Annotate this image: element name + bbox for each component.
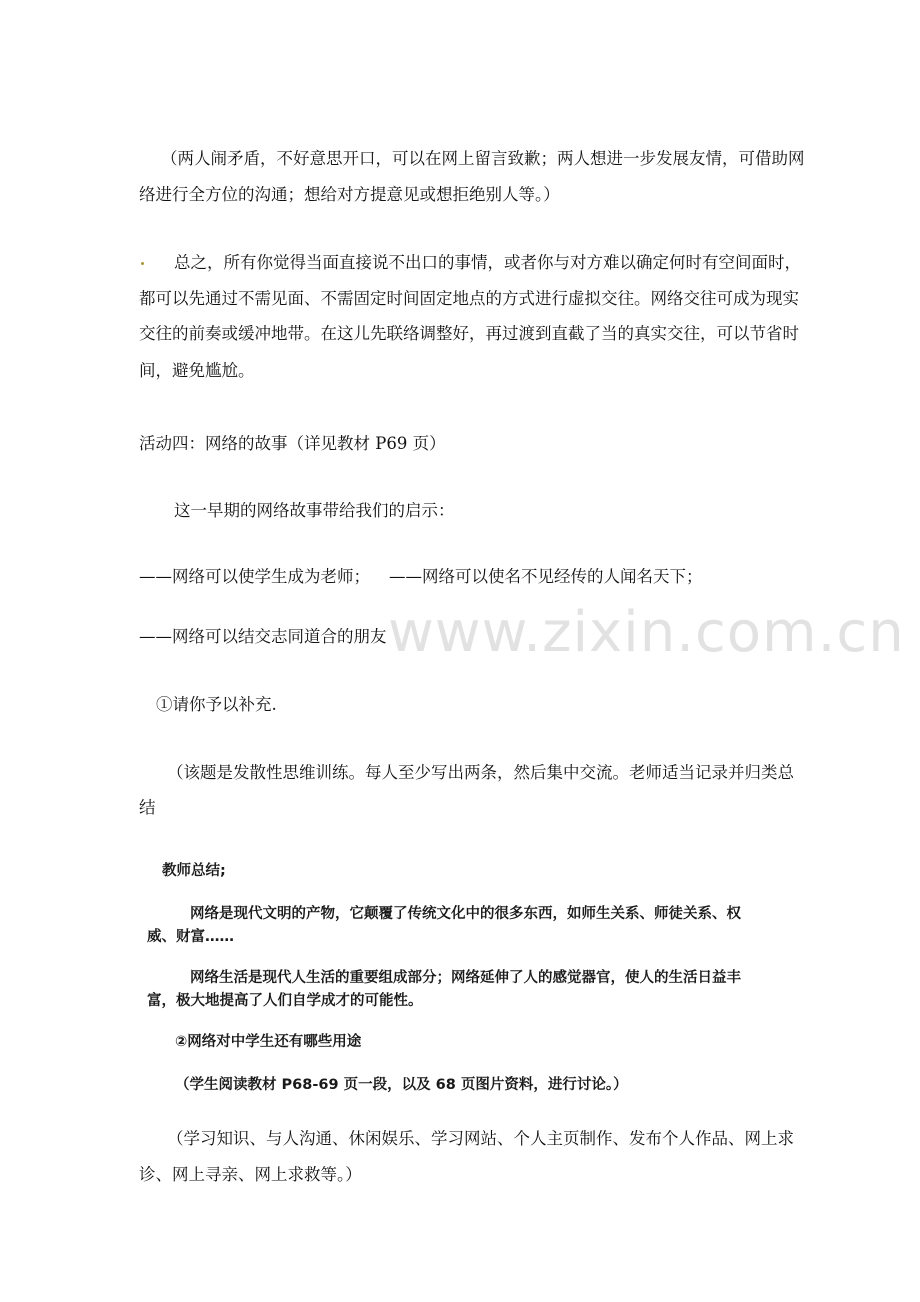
paragraph-2-line-3: 交往的前奏或缓冲地带。在这儿先联络调整好，再过渡到直截了当的真实交往，可以节省时 <box>139 324 799 343</box>
discussion-note-line-1: （该题是发散性思维训练。每人至少写出两条，然后集中交流。老师适当记录并归类总 <box>167 763 794 782</box>
paragraph-1-line-1: （两人闹矛盾，不好意思开口，可以在网上留言致歉；两人想进一步发展友情，可借助网 <box>161 149 805 168</box>
watermark: www.zixin.com.cn <box>388 600 905 665</box>
activity-four-title: 活动四：网络的故事（详见教材 P69 页） <box>139 434 446 453</box>
dash-item-1: ——网络可以使学生成为老师； <box>139 567 370 586</box>
paragraph-2-line-2: 都可以先通过不需见面、不需固定时间固定地点的方式进行虚拟交往。网络交往可成为现实 <box>139 289 799 308</box>
insight-intro: 这一早期的网络故事带给我们的启示： <box>174 501 455 520</box>
teacher-summary-1-line-1: 网络是现代文明的产物，它颠覆了传统文化中的很多东西，如师生关系、师徒关系、权 <box>190 906 741 922</box>
question-1: ①请你予以补充. <box>156 695 277 714</box>
closing-line-1: （学习知识、与人沟通、休闲娱乐、学习网站、个人主页制作、发布个人作品、网上求 <box>167 1129 794 1148</box>
paragraph-1-line-2: 络进行全方位的沟通；想给对方提意见或想拒绝别人等。） <box>139 185 560 204</box>
closing-line-2: 诊、网上寻亲、网上求救等。） <box>139 1165 362 1184</box>
dash-item-2: ——网络可以使名不见经传的人闻名天下； <box>389 567 703 586</box>
teacher-summary-2-line-2: 富，极大地提高了人们自学成才的可能性。 <box>147 993 423 1009</box>
discussion-note-line-2: 结 <box>139 798 156 817</box>
teacher-summary-1-line-2: 威、财富…… <box>147 929 234 945</box>
margin-dot-mark <box>141 262 144 265</box>
dash-item-3: ——网络可以结交志同道合的朋友 <box>139 627 387 646</box>
teacher-summary-2-line-1: 网络生活是现代人生活的重要组成部分；网络延伸了人的感觉器官，使人的生活日益丰 <box>190 970 741 986</box>
question-2: ②网络对中学生还有哪些用途 <box>175 1034 362 1050</box>
paragraph-2-line-1: 总之，所有你觉得当面直接说不出口的事情，或者你与对方难以确定何时有空间面时， <box>174 253 801 272</box>
teacher-summary-title: 教师总结; <box>162 863 226 879</box>
paragraph-2-line-4: 间，避免尴尬。 <box>139 361 255 380</box>
question-2-note: （学生阅读教材 P68-69 页一段，以及 68 页图片资料，进行讨论。） <box>175 1077 628 1093</box>
